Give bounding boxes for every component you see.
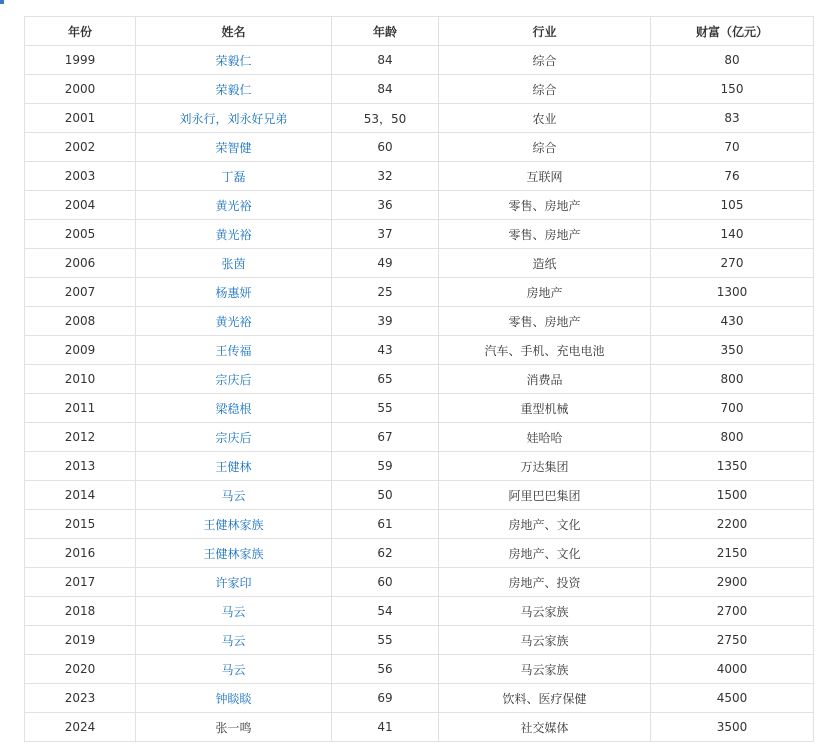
cell-age: 49 — [332, 249, 439, 278]
cell-year: 2018 — [25, 597, 136, 626]
cell-name[interactable]: 宗庆后 — [136, 423, 332, 452]
cell-year: 2011 — [25, 394, 136, 423]
cell-industry: 马云家族 — [439, 626, 651, 655]
cell-name[interactable]: 杨惠妍 — [136, 278, 332, 307]
cell-wealth: 2750 — [651, 626, 814, 655]
cell-industry: 零售、房地产 — [439, 191, 651, 220]
cell-name[interactable]: 丁磊 — [136, 162, 332, 191]
cell-industry: 综合 — [439, 75, 651, 104]
cell-year: 2008 — [25, 307, 136, 336]
header-industry: 行业 — [439, 17, 651, 46]
cell-year: 2014 — [25, 481, 136, 510]
cell-age: 39 — [332, 307, 439, 336]
table-row — [25, 684, 814, 713]
cell-wealth: 4500 — [651, 684, 814, 713]
cell-wealth: 83 — [651, 104, 814, 133]
cell-year: 2019 — [25, 626, 136, 655]
cell-year: 2017 — [25, 568, 136, 597]
cell-age: 36 — [332, 191, 439, 220]
cell-age: 56 — [332, 655, 439, 684]
cell-wealth: 2150 — [651, 539, 814, 568]
cell-age: 59 — [332, 452, 439, 481]
cell-name[interactable]: 马云 — [136, 597, 332, 626]
cell-industry: 饮料、医疗保健 — [439, 684, 651, 713]
cell-industry: 重型机械 — [439, 394, 651, 423]
cell-industry: 综合 — [439, 46, 651, 75]
cell-age: 61 — [332, 510, 439, 539]
cell-age: 37 — [332, 220, 439, 249]
table-row — [25, 539, 814, 568]
cell-industry: 万达集团 — [439, 452, 651, 481]
cell-industry: 房地产 — [439, 278, 651, 307]
cell-age: 54 — [332, 597, 439, 626]
cell-year: 2010 — [25, 365, 136, 394]
cell-industry: 阿里巴巴集团 — [439, 481, 651, 510]
table-row — [25, 133, 814, 162]
table-row — [25, 713, 814, 742]
cell-year: 2012 — [25, 423, 136, 452]
cell-wealth: 700 — [651, 394, 814, 423]
table-row — [25, 46, 814, 75]
cell-year: 2006 — [25, 249, 136, 278]
cell-age: 55 — [332, 626, 439, 655]
cell-age: 84 — [332, 46, 439, 75]
cell-name[interactable]: 王健林 — [136, 452, 332, 481]
cell-year: 2002 — [25, 133, 136, 162]
cell-wealth: 1300 — [651, 278, 814, 307]
cell-industry: 房地产、文化 — [439, 510, 651, 539]
header-year: 年份 — [25, 17, 136, 46]
cell-name[interactable]: 许家印 — [136, 568, 332, 597]
cell-name[interactable]: 梁稳根 — [136, 394, 332, 423]
cell-wealth: 1350 — [651, 452, 814, 481]
table-row — [25, 220, 814, 249]
table-body — [25, 46, 814, 742]
table-header-row — [25, 17, 814, 46]
table-row — [25, 394, 814, 423]
cell-industry: 零售、房地产 — [439, 220, 651, 249]
cell-name[interactable]: 黄光裕 — [136, 191, 332, 220]
cell-industry: 农业 — [439, 104, 651, 133]
cell-wealth: 4000 — [651, 655, 814, 684]
table-row — [25, 655, 814, 684]
cell-age: 43 — [332, 336, 439, 365]
cell-age: 60 — [332, 568, 439, 597]
cell-name[interactable]: 马云 — [136, 626, 332, 655]
cell-year: 2005 — [25, 220, 136, 249]
cell-wealth: 76 — [651, 162, 814, 191]
cell-industry: 综合 — [439, 133, 651, 162]
cell-wealth: 800 — [651, 423, 814, 452]
cell-industry: 零售、房地产 — [439, 307, 651, 336]
cell-name[interactable]: 黄光裕 — [136, 220, 332, 249]
header-name: 姓名 — [136, 17, 332, 46]
cell-wealth: 80 — [651, 46, 814, 75]
cell-year: 2001 — [25, 104, 136, 133]
cell-age: 60 — [332, 133, 439, 162]
cell-name[interactable]: 荣毅仁 — [136, 46, 332, 75]
cell-year: 2020 — [25, 655, 136, 684]
cell-name[interactable]: 王传福 — [136, 336, 332, 365]
corner-marker — [0, 0, 4, 4]
cell-wealth: 140 — [651, 220, 814, 249]
cell-industry: 社交媒体 — [439, 713, 651, 742]
cell-name[interactable]: 王健林家族 — [136, 539, 332, 568]
cell-year: 2007 — [25, 278, 136, 307]
table-row — [25, 336, 814, 365]
cell-wealth: 150 — [651, 75, 814, 104]
cell-age: 67 — [332, 423, 439, 452]
cell-age: 62 — [332, 539, 439, 568]
header-age: 年龄 — [332, 17, 439, 46]
cell-wealth: 350 — [651, 336, 814, 365]
table-row — [25, 75, 814, 104]
cell-age: 32 — [332, 162, 439, 191]
table-row — [25, 191, 814, 220]
table-row — [25, 568, 814, 597]
table-row — [25, 423, 814, 452]
cell-year: 2015 — [25, 510, 136, 539]
table-row — [25, 307, 814, 336]
cell-name[interactable]: 钟睒睒 — [136, 684, 332, 713]
cell-industry: 造纸 — [439, 249, 651, 278]
table-row — [25, 481, 814, 510]
cell-name[interactable]: 宗庆后 — [136, 365, 332, 394]
cell-year: 2024 — [25, 713, 136, 742]
table-row — [25, 162, 814, 191]
cell-wealth: 2700 — [651, 597, 814, 626]
cell-name[interactable]: 荣毅仁 — [136, 75, 332, 104]
table-row — [25, 365, 814, 394]
table-row — [25, 597, 814, 626]
cell-wealth: 2200 — [651, 510, 814, 539]
cell-age: 50 — [332, 481, 439, 510]
table-row — [25, 278, 814, 307]
table-row — [25, 510, 814, 539]
cell-industry: 汽车、手机、充电电池 — [439, 336, 651, 365]
cell-wealth: 1500 — [651, 481, 814, 510]
cell-industry: 互联网 — [439, 162, 651, 191]
cell-age: 53，50 — [332, 104, 439, 133]
richest-list-table — [24, 16, 814, 742]
cell-year: 2003 — [25, 162, 136, 191]
cell-age: 84 — [332, 75, 439, 104]
cell-age: 25 — [332, 278, 439, 307]
cell-name[interactable]: 黄光裕 — [136, 307, 332, 336]
cell-industry: 马云家族 — [439, 655, 651, 684]
cell-name[interactable]: 荣智健 — [136, 133, 332, 162]
cell-wealth: 105 — [651, 191, 814, 220]
cell-year: 1999 — [25, 46, 136, 75]
cell-age: 69 — [332, 684, 439, 713]
cell-age: 65 — [332, 365, 439, 394]
cell-year: 2013 — [25, 452, 136, 481]
cell-age: 41 — [332, 713, 439, 742]
cell-industry: 消费品 — [439, 365, 651, 394]
cell-industry: 马云家族 — [439, 597, 651, 626]
cell-year: 2016 — [25, 539, 136, 568]
cell-industry: 房地产、文化 — [439, 539, 651, 568]
table-row — [25, 104, 814, 133]
cell-name[interactable]: 王健林家族 — [136, 510, 332, 539]
cell-year: 2000 — [25, 75, 136, 104]
cell-name[interactable]: 马云 — [136, 481, 332, 510]
cell-industry: 房地产、投资 — [439, 568, 651, 597]
table-row — [25, 249, 814, 278]
cell-name[interactable]: 张茵 — [136, 249, 332, 278]
cell-year: 2004 — [25, 191, 136, 220]
cell-wealth: 70 — [651, 133, 814, 162]
table-row — [25, 626, 814, 655]
cell-name[interactable]: 刘永行，刘永好兄弟 — [136, 104, 332, 133]
cell-wealth: 2900 — [651, 568, 814, 597]
cell-wealth: 270 — [651, 249, 814, 278]
cell-name[interactable]: 马云 — [136, 655, 332, 684]
cell-industry: 娃哈哈 — [439, 423, 651, 452]
header-wealth: 财富（亿元） — [651, 17, 814, 46]
cell-wealth: 3500 — [651, 713, 814, 742]
cell-year: 2023 — [25, 684, 136, 713]
cell-wealth: 430 — [651, 307, 814, 336]
cell-wealth: 800 — [651, 365, 814, 394]
cell-age: 55 — [332, 394, 439, 423]
cell-name: 张一鸣 — [136, 713, 332, 742]
table-row — [25, 452, 814, 481]
cell-year: 2009 — [25, 336, 136, 365]
